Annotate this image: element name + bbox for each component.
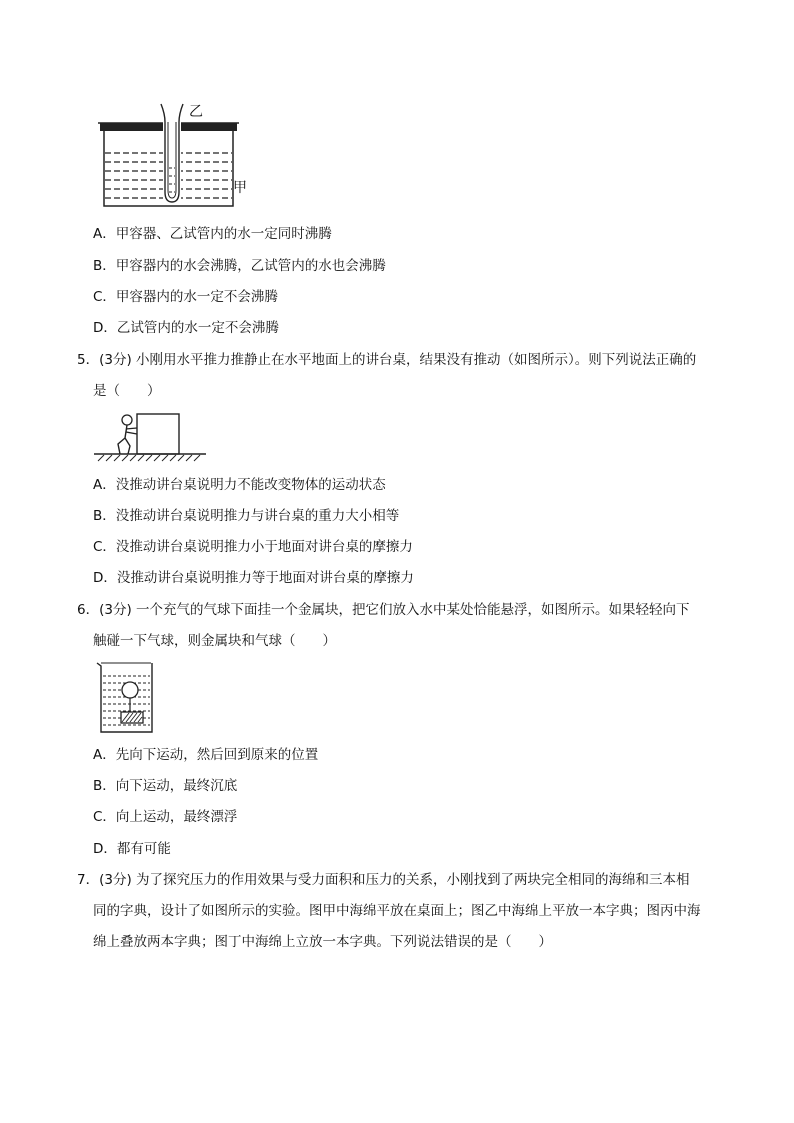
q4-option-a: A．甲容器、乙试管内的水一定同时沸腾 <box>93 226 332 242</box>
q5-option-d: D．没推动讲台桌说明推力等于地面对讲台桌的摩擦力 <box>93 570 414 586</box>
q4-option-d: D．乙试管内的水一定不会沸腾 <box>93 320 279 336</box>
q6-option-b: B．向下运动，最终沉底 <box>93 778 238 794</box>
q5-option-a: A．没推动讲台桌说明力不能改变物体的运动状态 <box>93 477 386 493</box>
q6-stem-line2: 触碰一下气球，则金属块和气球（ ） <box>93 633 336 649</box>
q6-option-c: C．向上运动，最终漂浮 <box>93 809 238 825</box>
q5-option-b: B．没推动讲台桌说明推力与讲台桌的重力大小相等 <box>93 508 400 524</box>
balloon-beaker-figure <box>95 660 155 736</box>
q5-option-c: C．没推动讲台桌说明推力小于地面对讲台桌的摩擦力 <box>93 539 413 555</box>
q4-option-b: B．甲容器内的水会沸腾，乙试管内的水也会沸腾 <box>93 258 386 274</box>
q4-option-c: C．甲容器内的水一定不会沸腾 <box>93 289 278 305</box>
push-desk-figure <box>94 410 206 462</box>
q7-stem-line2: 同的字典，设计了如图所示的实验。图甲中海绵平放在桌面上；图乙中海绵上平放一本字典；图丙中海 <box>93 903 701 919</box>
q6-option-d: D．都有可能 <box>93 841 171 857</box>
label-yi: 乙 <box>189 104 203 120</box>
q5-stem-line1: 5．(3分) 小刚用水平推力推静止在水平地面上的讲台桌，结果没有推动（如图所示）。则下列说法正确的 <box>77 352 697 368</box>
q6-stem-line1: 6．(3分) 一个充气的气球下面挂一个金属块，把它们放入水中某处恰能悬浮，如图所示。如果轻轻向下 <box>77 602 690 618</box>
label-jia: 甲 <box>233 180 247 196</box>
q6-option-a: A．先向下运动，然后回到原来的位置 <box>93 747 319 763</box>
q5-stem-line2: 是（ ） <box>93 383 161 399</box>
q7-stem-line3: 绵上叠放两本字典；图丁中海绵上立放一本字典。下列说法错误的是（ ） <box>93 934 552 950</box>
q7-stem-line1: 7．(3分) 为了探究压力的作用效果与受力面积和压力的关系，小刚找到了两块完全相同的海绵和三本相 <box>77 872 690 888</box>
